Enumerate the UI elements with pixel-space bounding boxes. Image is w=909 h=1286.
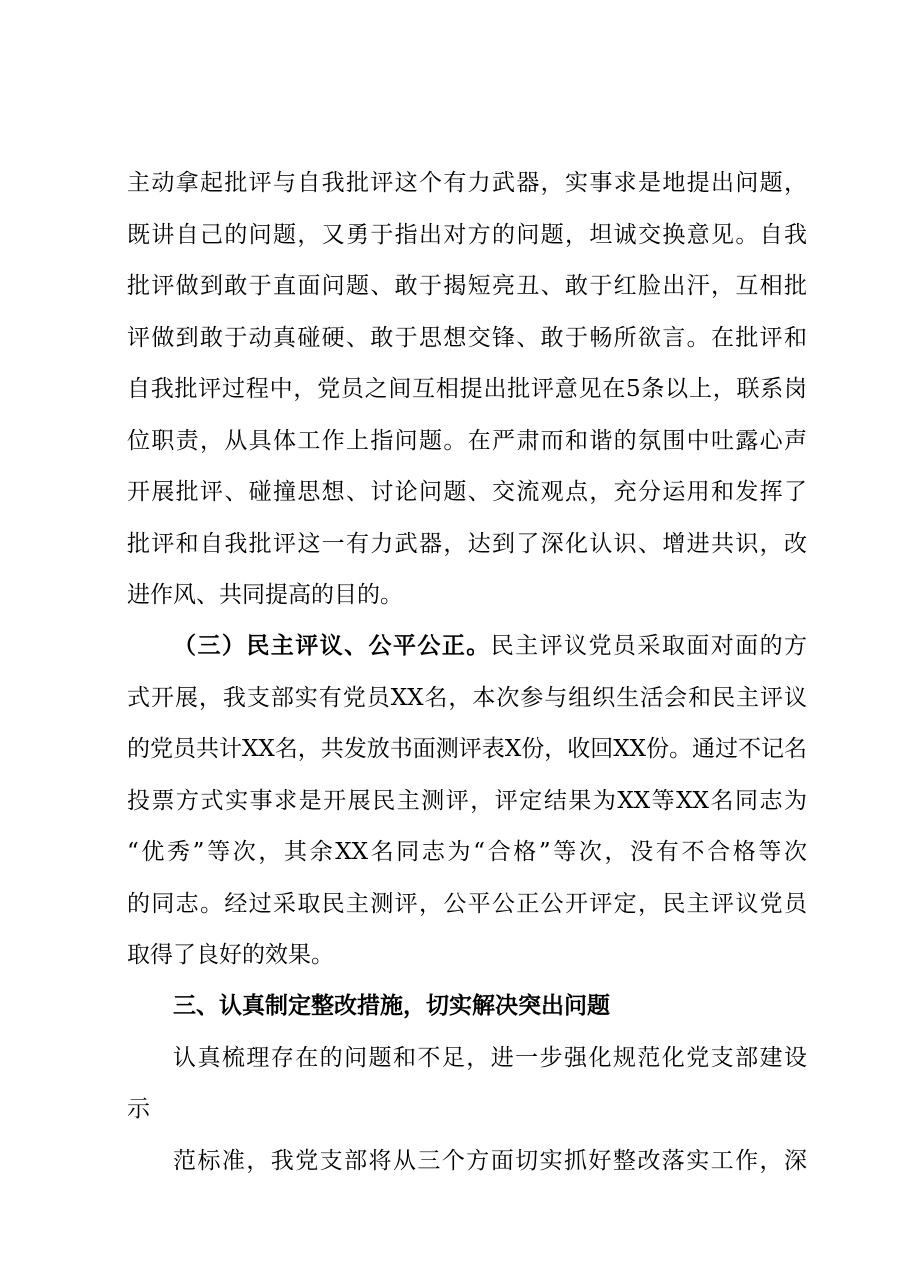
section-3-heading: 三、认真制定整改措施，切实解决突出问题 (173, 993, 610, 1019)
paragraph-3-line-1: 认真梳理存在的问题和不足，进一步强化规范化党支部建设 (173, 1045, 807, 1071)
paragraph-1-line-1: 主动拿起批评与自我批评这个有力武器，实事求是地提出问题， (127, 170, 807, 196)
paragraph-2-line-7: 取得了良好的效果。 (127, 942, 334, 968)
paragraph-3-line-3: 范标准，我党支部将从三个方面切实抓好整改落实工作，深 (173, 1148, 807, 1174)
paragraph-2-line-2: 式开展，我支部实有党员XX名，本次参与组织生活会和民主评议 (127, 685, 807, 711)
paragraph-1-line-4: 评做到敢于动真碰硬、敢于思想交锋、敢于畅所欲言。在批评和 (127, 325, 807, 351)
paragraph-2-line-6: 的同志。经过采取民主测评，公平公正公开评定，民主评议党员 (127, 891, 807, 917)
paragraph-2-line-1 (173, 631, 807, 661)
paragraph-1-line-9: 进作风、共同提高的目的。 (127, 582, 403, 608)
paragraph-1-line-7: 开展批评、碰撞思想、讨论问题、交流观点，充分运用和发挥了 (127, 479, 807, 505)
paragraph-1-line-6: 位职责，从具体工作上指问题。在严肃而和谐的氛围中吐露心声 (127, 428, 807, 454)
paragraph-1-line-5: 自我批评过程中，党员之间互相提出批评意见在5条以上，联系岗 (127, 376, 807, 402)
paragraph-1-line-8: 批评和自我批评这一有力武器，达到了深化认识、增进共识，改 (127, 531, 807, 557)
paragraph-2-line-3: 的党员共计XX名，共发放书面测评表X份，收回XX份。通过不记名 (127, 736, 807, 762)
paragraph-3-line-2: 示 (127, 1096, 150, 1122)
subsection-heading-3: （三）民主评议、公平公正。 (173, 633, 491, 659)
paragraph-2-line-1-text: 民主评议党员采取面对面的方 (490, 633, 808, 659)
paragraph-2-line-4: 投票方式实事求是开展民主测评，评定结果为XX等XX名同志为 (127, 788, 807, 814)
paragraph-1-line-3: 批评做到敢于直面问题、敢于揭短亮丑、敢于红脸出汗，互相批 (127, 273, 807, 299)
paragraph-1-line-2: 既讲自己的问题，又勇于指出对方的问题，坦诚交换意见。自我 (127, 222, 807, 248)
paragraph-2-line-5: “优秀”等次，其余XX名同志为“合格”等次，没有不合格等次 (127, 839, 807, 865)
